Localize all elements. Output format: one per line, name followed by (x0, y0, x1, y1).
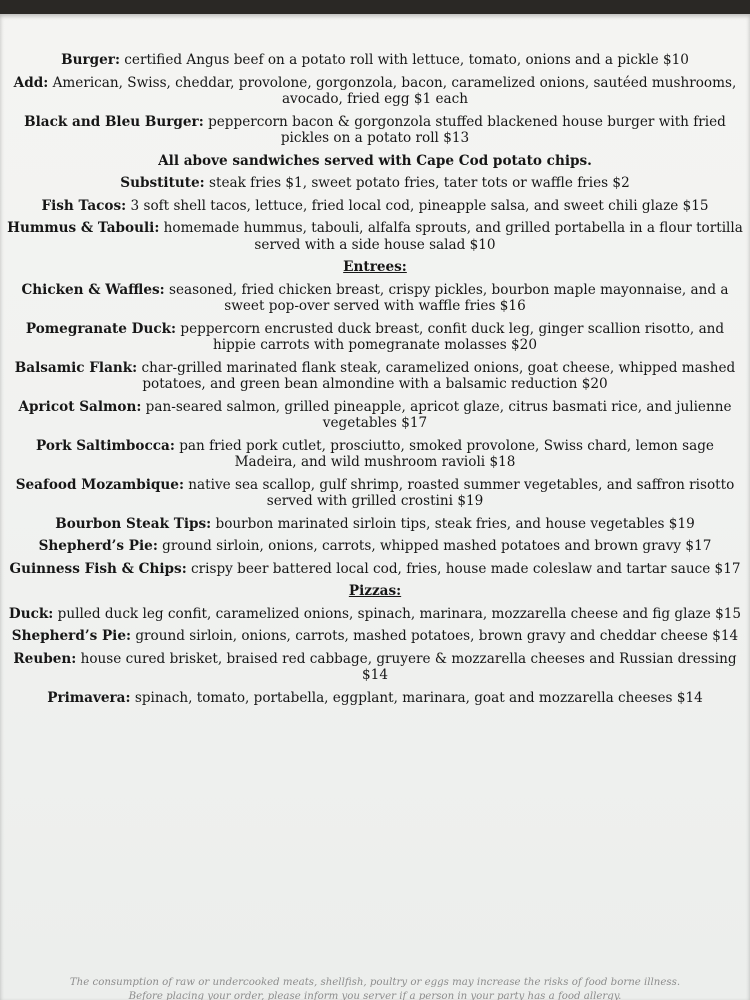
item-description: crispy beer battered local cod, fries, house made coleslaw and tartar sauce $17 (191, 560, 741, 577)
menu-item-burger (0, 52, 750, 69)
item-name: Duck: (8, 605, 54, 622)
food-safety-disclaimer (0, 976, 750, 1000)
item-description: peppercorn bacon & gorgonzola stuffed blackened house burger with fried pickles on a potato roll $13 (208, 113, 726, 146)
item-description: pan-seared salmon, grilled pineapple, apricot glaze, citrus basmati rice, and julienne vegetables $17 (145, 398, 732, 431)
item-name: Hummus & Tabouli: (7, 220, 160, 236)
menu-item-pork-saltimbocca (0, 438, 750, 471)
item-description: pan fried pork cutlet, prosciutto, smoked provolone, Swiss chard, lemon sage Madeira, and wild mushroom ravioli $18 (179, 437, 714, 470)
menu-item-add-ons (0, 75, 750, 108)
menu-item-reuben-pizza (0, 651, 750, 684)
menu-item-balsamic-flank (0, 360, 750, 393)
item-description: American, Swiss, cheddar, provolone, gorgonzola, bacon, caramelized onions, sautéed mushrooms, avocado, fried egg $1 each (52, 74, 737, 107)
item-name: Fish Tacos: (41, 197, 127, 214)
item-name: Add: (13, 74, 49, 91)
item-description: ground sirloin, onions, carrots, whipped mashed potatoes and brown gravy $17 (162, 538, 712, 554)
section-heading-entrees: Entrees: (343, 259, 407, 275)
disclaimer-line: Before placing your order, please inform you server if a person in your party has a food allergy. (128, 991, 622, 1000)
item-name: Bourbon Steak Tips: (55, 515, 212, 532)
menu-item-substitute (0, 175, 750, 192)
menu-item-shepherds-pie (0, 538, 750, 555)
item-name: Shepherd’s Pie: (38, 538, 158, 554)
item-name: Burger: (61, 52, 120, 68)
item-description: char-grilled marinated flank steak, caramelized onions, goat cheese, whipped mashed potatoes, and green bean almondine with a balsamic reduction $20 (141, 359, 736, 392)
menu-item-bourbon-steak-tips (0, 516, 750, 533)
sandwich-note: All above sandwiches served with Cape Cod potato chips. (158, 152, 592, 169)
item-name: Chicken & Waffles: (21, 281, 165, 298)
item-name: Apricot Salmon: (18, 398, 142, 415)
menu-item-apricot-salmon (0, 399, 750, 432)
item-name: Shepherd’s Pie: (11, 628, 132, 644)
item-description: native sea scallop, gulf shrimp, roasted summer vegetables, and saffron risotto served with grilled crostini $19 (188, 476, 735, 509)
item-description: pulled duck leg confit, caramelized onions, spinach, marinara, mozzarella cheese and fig glaze $15 (57, 605, 742, 622)
item-name: Pomegranate Duck: (25, 320, 177, 337)
menu-item-shepherds-pie-pizza (0, 628, 750, 645)
section-heading-pizzas: Pizzas: (348, 583, 402, 599)
item-description: bourbon marinated sirloin tips, steak fries, and house vegetables $19 (215, 515, 695, 532)
menu-item-primavera-pizza (0, 690, 750, 707)
menu-page (0, 14, 750, 1000)
item-description: seasoned, fried chicken breast, crispy pickles, bourbon maple mayonnaise, and a sweet pop-over served with waffle fries $16 (169, 281, 729, 314)
menu-item-fish-tacos (0, 198, 750, 215)
item-name: Primavera: (47, 689, 131, 706)
item-name: Pork Saltimbocca: (36, 437, 175, 454)
item-name: Substitute: (120, 175, 205, 191)
menu-item-seafood-mozambique (0, 477, 750, 510)
menu-item-chicken-waffles (0, 282, 750, 315)
item-description: steak fries $1, sweet potato fries, tater tots or waffle fries $2 (209, 175, 630, 191)
menu-item-guinness-fish-chips (0, 561, 750, 578)
item-description: spinach, tomato, portabella, eggplant, marinara, goat and mozzarella cheeses $14 (134, 689, 703, 706)
item-name: Balsamic Flank: (14, 359, 138, 376)
item-name: Reuben: (13, 650, 77, 667)
item-name: Seafood Mozambique: (15, 476, 184, 493)
item-description: house cured brisket, braised red cabbage, gruyere & mozzarella cheeses and Russian dressing $14 (80, 650, 737, 683)
item-description: homemade hummus, tabouli, alfalfa sprouts, and grilled portabella in a flour tortilla served with a side house salad $10 (163, 220, 743, 253)
item-description: ground sirloin, onions, carrots, mashed potatoes, brown gravy and cheddar cheese $14 (135, 628, 739, 644)
disclaimer-line: The consumption of raw or undercooked meats, shellfish, poultry or eggs may increase the risks of food borne illness. (69, 977, 681, 988)
item-description: certified Angus beef on a potato roll with lettuce, tomato, onions and a pickle $10 (124, 52, 689, 68)
item-name: Black and Bleu Burger: (24, 113, 204, 130)
item-description: peppercorn encrusted duck breast, confit duck leg, ginger scallion risotto, and hippie carrots with pomegranate molasses $20 (180, 320, 725, 353)
menu-content (0, 52, 750, 712)
menu-item-black-and-bleu-burger (0, 114, 750, 147)
menu-item-duck-pizza (0, 606, 750, 623)
item-description: 3 soft shell tacos, lettuce, fried local cod, pineapple salsa, and sweet chili glaze $15 (130, 197, 709, 214)
item-name: Guinness Fish & Chips: (9, 560, 187, 577)
menu-item-hummus-tabouli (0, 220, 750, 253)
menu-item-pomegranate-duck (0, 321, 750, 354)
